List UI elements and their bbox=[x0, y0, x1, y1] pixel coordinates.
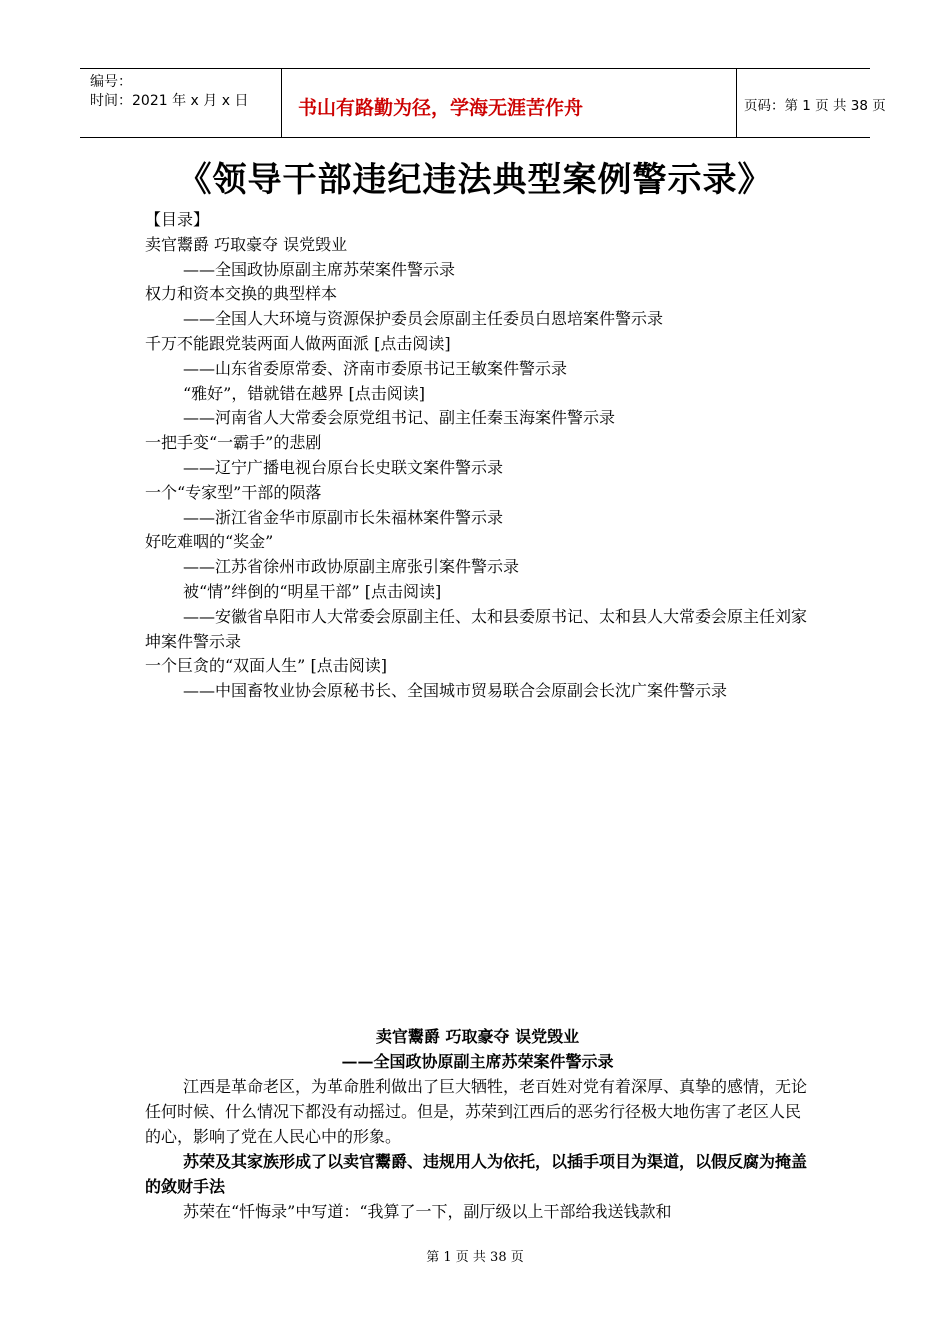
body-paragraph: 苏荣在“忏悔录”中写道：“我算了一下，副厅级以上干部给我送钱款和 bbox=[183, 1202, 672, 1221]
toc-subtitle: ——中国畜牧业协会原秘书长、全国城市贸易联合会原副会长沈广案件警示录 bbox=[183, 681, 728, 701]
section-subheading: ——全国政协原副主席苏荣案件警示录 bbox=[341, 1052, 614, 1071]
header-motto-cell bbox=[281, 69, 737, 137]
toc-subtitle: ——浙江省金华市原副市长朱福林案件警示录 bbox=[183, 507, 504, 527]
body-paragraph: 江西是革命老区，为革命胜利做出了巨大牺牲，老百姓对党有着深厚、真挚的感情，无论任何时候、什么情况下都没有动摇过。但是，苏荣到江西后的恶劣行径极大地伤害了老区人民的心，影响了党在人民心中的形象。 bbox=[145, 1077, 808, 1146]
page-info: 页码：第 1 页 共 38 页 bbox=[744, 98, 886, 114]
page-header bbox=[80, 68, 886, 138]
toc-item[interactable]: 权力和资本交换的典型样本 bbox=[145, 284, 338, 304]
toc-subtitle: ——安徽省阜阳市人大常委会原副主任、太和县委原书记、太和县人大常委会原主任刘家坤案件警示录 bbox=[145, 606, 808, 651]
bold-paragraph: 苏荣及其家族形成了以卖官鬻爵、违规用人为依托，以插手项目为渠道，以假反腐为掩盖的敛财手法 bbox=[145, 1152, 808, 1196]
toc-subtitle: ——山东省委原常委、济南市委原书记王敏案件警示录 bbox=[183, 358, 568, 378]
toc-subtitle: ——河南省人大常委会原党组书记、副主任秦玉海案件警示录 bbox=[183, 408, 616, 428]
toc-item[interactable]: 被“情”绊倒的“明星干部” [点击阅读] bbox=[183, 581, 442, 601]
toc-item[interactable]: 一把手变“一霸手”的悲剧 bbox=[145, 433, 322, 453]
toc-subtitle: ——辽宁广播电视台原台长史联文案件警示录 bbox=[183, 457, 504, 477]
toc-subtitle: ——江苏省徐州市政协原副主席张引案件警示录 bbox=[183, 557, 520, 577]
toc-subtitle: ——全国政协原副主席苏荣案件警示录 bbox=[183, 259, 456, 279]
toc-item[interactable]: 一个巨贪的“双面人生” [点击阅读] bbox=[145, 656, 387, 676]
page-footer: 第 1 页 共 38 页 bbox=[426, 1250, 524, 1265]
date-label: 时间：2021 年 x 月 x 日 bbox=[90, 93, 249, 109]
toc-item[interactable]: 卖官鬻爵 巧取豪夺 误党毁业 bbox=[145, 234, 348, 254]
motto-text: 书山有路勤为径，学海无涯苦作舟 bbox=[298, 97, 584, 119]
article-section bbox=[145, 1024, 810, 1224]
toc-item[interactable]: 一个“专家型”干部的陨落 bbox=[145, 482, 322, 502]
toc-heading: 【目录】 bbox=[145, 210, 210, 229]
toc-item[interactable]: 千万不能跟党装两面人做两面派 [点击阅读] bbox=[145, 333, 451, 353]
table-of-contents bbox=[145, 208, 815, 704]
header-meta bbox=[80, 69, 281, 137]
document-title: 《领导干部违纪违法典型案例警示录》 bbox=[177, 160, 773, 200]
toc-item[interactable]: “雅好”，错就错在越界 [点击阅读] bbox=[183, 383, 425, 403]
section-heading: 卖官鬻爵 巧取豪夺 误党毁业 bbox=[375, 1027, 580, 1046]
toc-subtitle: ——全国人大环境与资源保护委员会原副主任委员白恩培案件警示录 bbox=[183, 309, 664, 329]
toc-item[interactable]: 好吃难咽的“奖金” bbox=[145, 532, 274, 552]
number-label: 编号： bbox=[90, 74, 132, 90]
header-page-cell bbox=[736, 69, 886, 137]
